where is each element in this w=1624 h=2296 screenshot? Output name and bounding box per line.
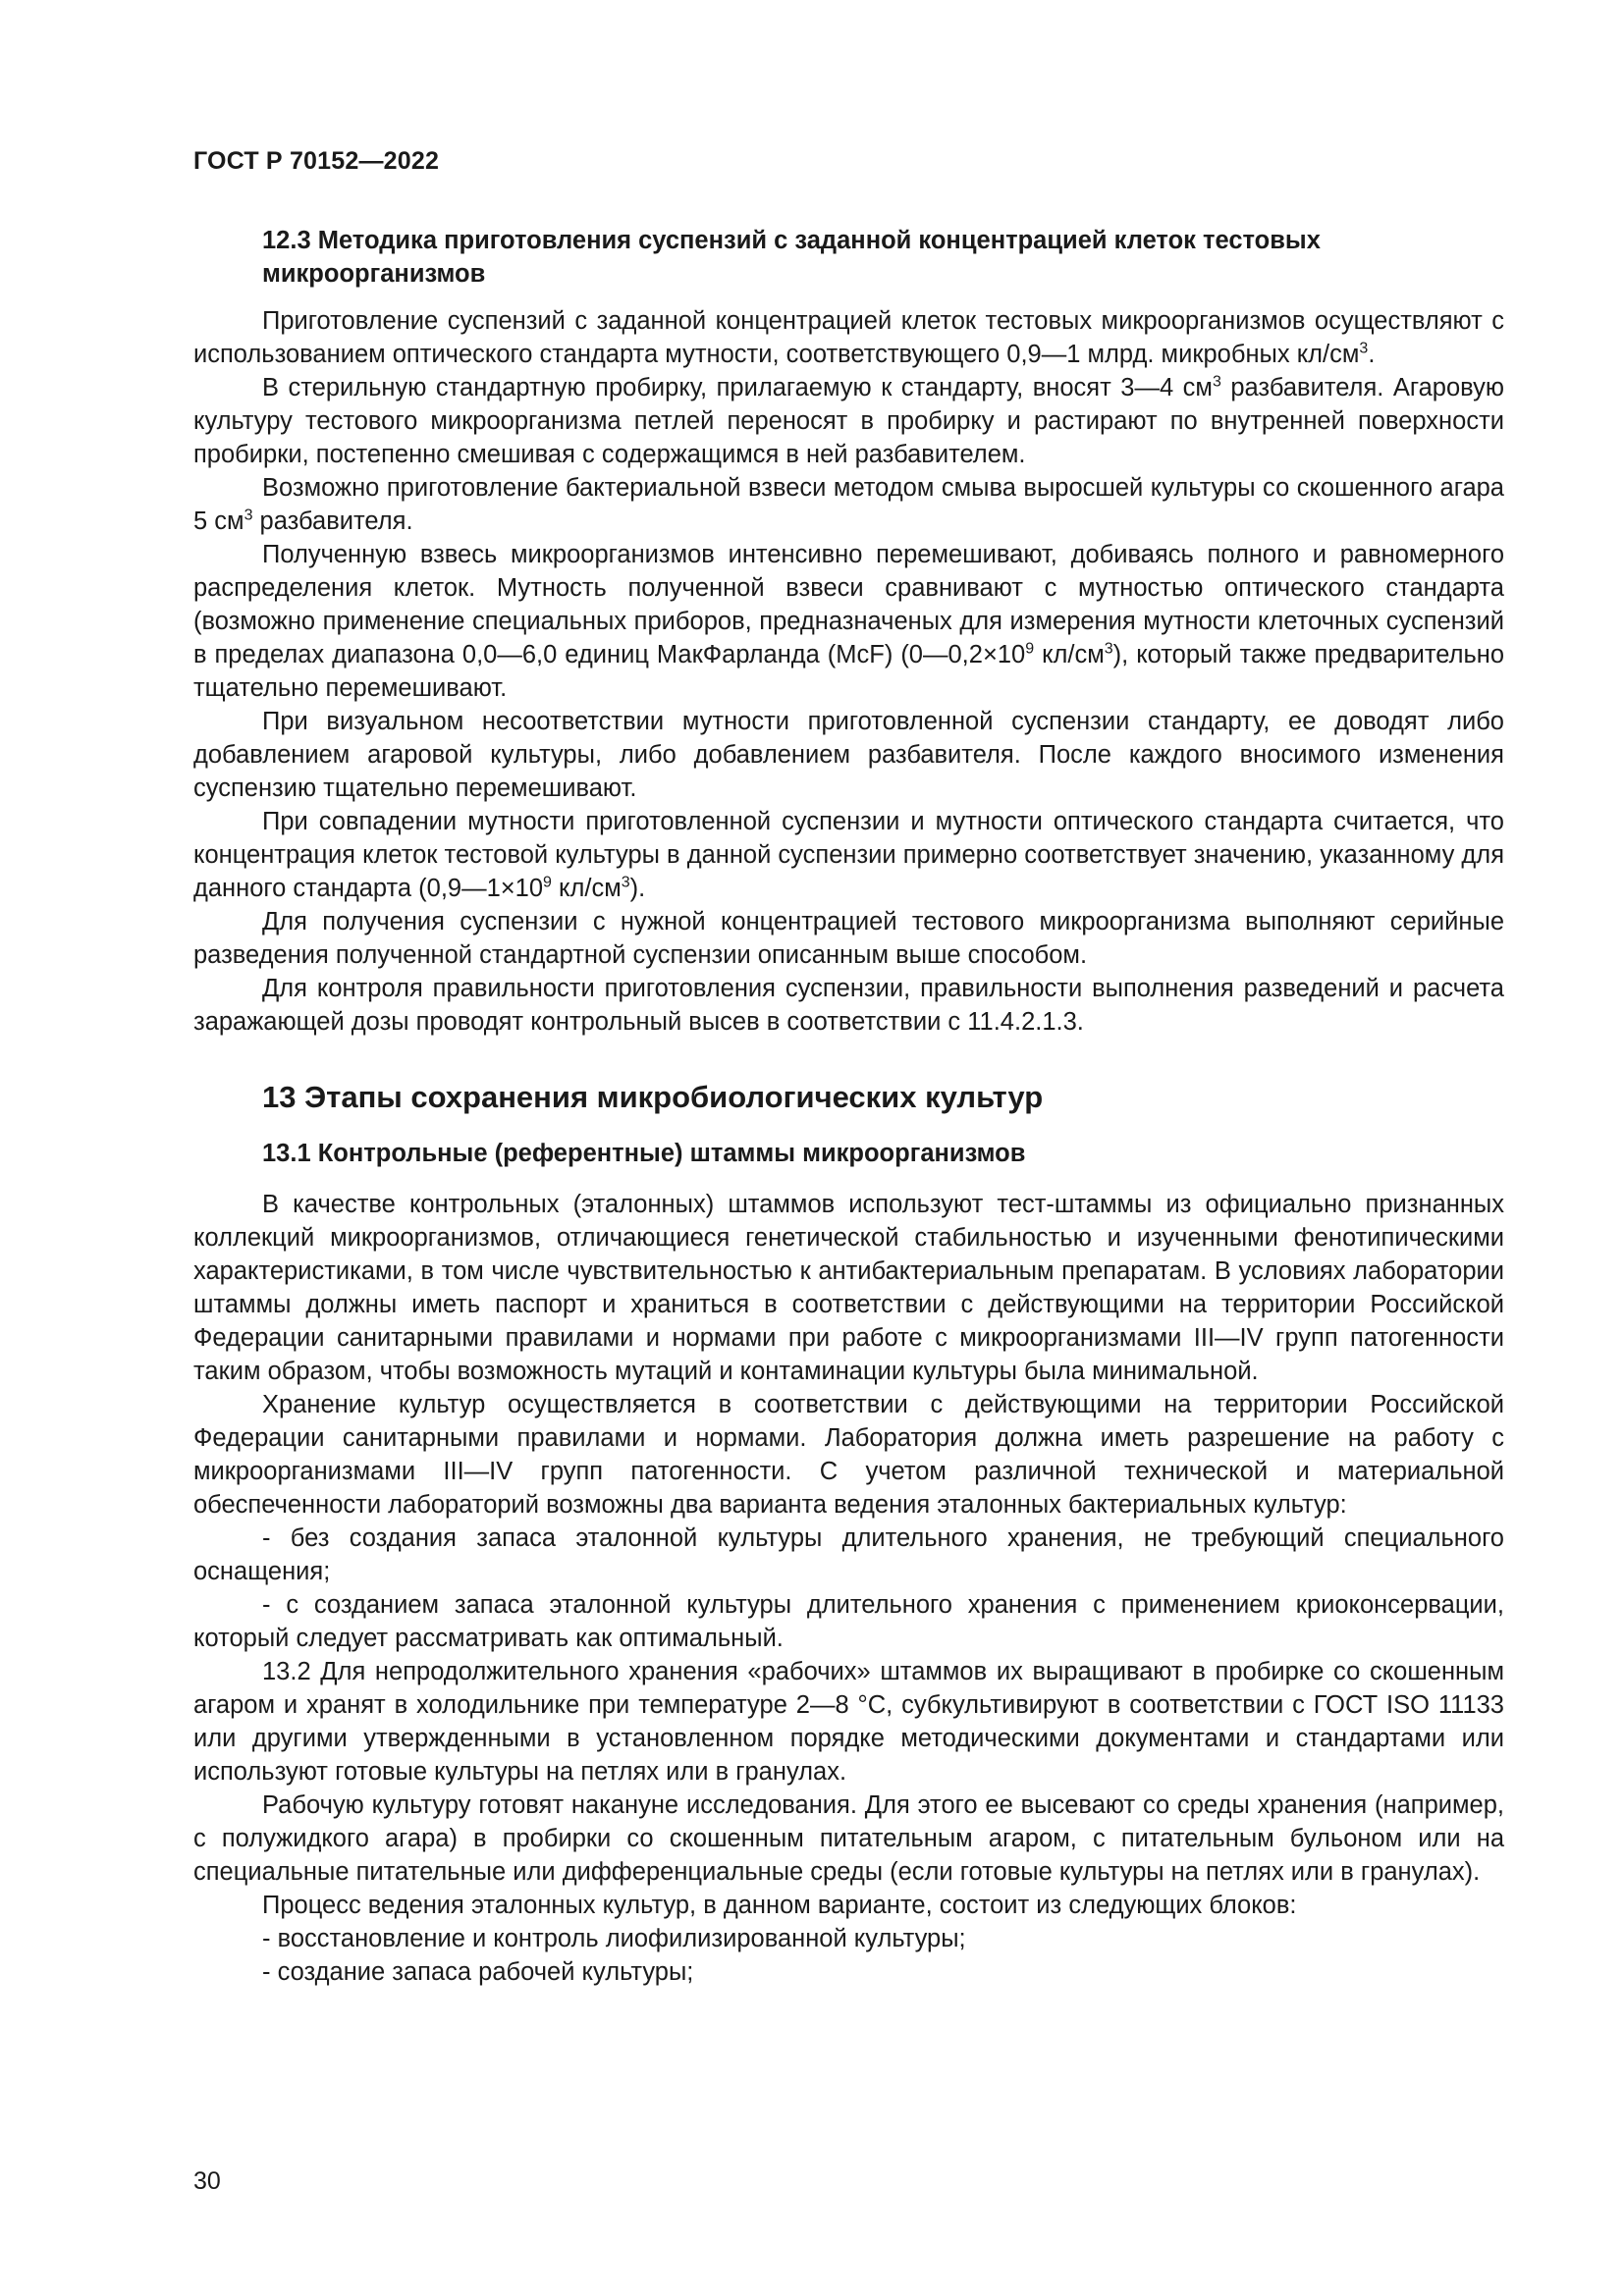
paragraph: Для получения суспензии с нужной концентрацией тестового микроорганизма выполняют серийные разведения полученной стандартной суспензии описанным выше способом. bbox=[193, 908, 1504, 969]
paragraph bbox=[193, 805, 1504, 905]
paragraph bbox=[193, 471, 1504, 538]
paragraph-text: Возможно приготовление бактериальной взвеси методом смыва выросшей культуры со скошенного агара 5 см bbox=[193, 474, 1504, 535]
superscript: 9 bbox=[543, 874, 552, 891]
superscript: 3 bbox=[244, 507, 253, 524]
paragraph bbox=[193, 538, 1504, 705]
subsection-heading-12-3: 12.3 Методика приготовления суспензий с заданной концентрацией клеток тестовых микроорганизмов bbox=[262, 227, 1321, 288]
paragraph-text: Полученную взвесь микроорганизмов интенсивно перемешивают, добиваясь полного и равномерного распределения клеток. Мутность полученной взвеси сравнивают с мутностью оптического стандарта (возможно применение специальных приборов, предназначеных для измерения мутности клеточных суспензий в пределах диапазона 0,0—6,0 единиц МакФарланда (McF) (0—0,2×10 bbox=[193, 541, 1504, 668]
list-item: - без создания запаса эталонной культуры длительного хранения, не требующий специального оснащения; bbox=[193, 1524, 1504, 1585]
superscript: 3 bbox=[1212, 373, 1221, 391]
list-item: - с созданием запаса эталонной культуры длительного хранения с применением криоконсервации, который следует рассматривать как оптимальный. bbox=[193, 1591, 1504, 1652]
list-item: - восстановление и контроль лиофилизированной культуры; bbox=[262, 1925, 966, 1952]
paragraph bbox=[193, 304, 1504, 371]
paragraph-text: При совпадении мутности приготовленной суспензии и мутности оптического стандарта считается, что концентрация клеток тестовой культуры в данной суспензии примерно соответствует значению, указанному для данного стандарта (0,9—1×10 bbox=[193, 808, 1504, 902]
section-heading-13: 13 Этапы сохранения микробиологических культур bbox=[262, 1080, 1044, 1114]
paragraph: 13.2 Для непродолжительного хранения «рабочих» штаммов их выращивают в пробирке со скошенным агаром и хранят в холодильнике при температуре 2—8 °С, субкультивируют в соответствии с ГОСТ ISO 11133 или другими утвержденными в установленном порядке методическими документами и стандартами или используют готовые культуры на петлях или в гранулах. bbox=[193, 1658, 1504, 1786]
paragraph-text: кл/см bbox=[1034, 641, 1105, 668]
superscript: 3 bbox=[621, 874, 630, 891]
document-body bbox=[193, 224, 1504, 1989]
paragraph: Хранение культур осуществляется в соответствии с действующими на территории Российской Федерации санитарными правилами и нормами. Лаборатория должна иметь разрешение на работу с микроорганизмами III—IV групп патогенности. С учетом различной технической и материальной обеспеченности лабораторий возможны два варианта ведения эталонных бактериальных культур: bbox=[193, 1391, 1504, 1519]
paragraph: Для контроля правильности приготовления суспензии, правильности выполнения разведений и расчета заражающей дозы проводят контрольный высев в соответствии с 11.4.2.1.3. bbox=[193, 975, 1504, 1036]
paragraph: Рабочую культуру готовят накануне исследования. Для этого ее высевают со среды хранения (например, с полужидкого агара) в пробирки со скошенным питательным агаром, с питательным бульоном или на специальные питательные или дифференциальные среды (если готовые культуры на петлях или в гранулах). bbox=[193, 1791, 1504, 1886]
paragraph: В качестве контрольных (эталонных) штаммов используют тест-штаммы из официально признанных коллекций микроорганизмов, отличающиеся генетической стабильностью и изученными фенотипическими характеристиками, в том числе чувствительностью к антибактериальным препаратам. В условиях лаборатории штаммы должны иметь паспорт и храниться в соответствии с действующими на территории Российской Федерации санитарными правилами и нормами при работе с микроорганизмами III—IV групп патогенности таким образом, чтобы возможность мутаций и контаминации культуры была минимальной. bbox=[193, 1191, 1504, 1385]
paragraph-text: разбавителя. Агаровую культуру тестового микроорганизма петлей переносят в пробирку и растирают по внутренней поверхности пробирки, постепенно смешивая с содержащимся в ней разбавителем. bbox=[193, 374, 1505, 468]
list-item: - создание запаса рабочей культуры; bbox=[262, 1958, 694, 1986]
page-number: 30 bbox=[193, 2167, 221, 2195]
subsection-heading-13-1: 13.1 Контрольные (референтные) штаммы микроорганизмов bbox=[262, 1140, 1026, 1167]
paragraph: Процесс ведения эталонных культур, в данном варианте, состоит из следующих блоков: bbox=[262, 1892, 1297, 1919]
paragraph bbox=[193, 371, 1504, 471]
paragraph-text: ). bbox=[629, 875, 646, 902]
document-code-header: ГОСТ Р 70152—2022 bbox=[193, 147, 440, 175]
paragraph-text: ), который также предварительно тщательно перемешивают. bbox=[193, 641, 1504, 702]
paragraph-text: . bbox=[1368, 341, 1376, 368]
paragraph-text: Приготовление суспензий с заданной концентрацией клеток тестовых микроорганизмов осуществляют с использованием оптического стандарта мутности, соответствующего 0,9—1 млрд. микробных кл/см bbox=[193, 307, 1504, 368]
paragraph: При визуальном несоответствии мутности приготовленной суспензии стандарту, ее доводят либо добавлением агаровой культуры, либо добавлением разбавителя. После каждого вносимого изменения суспензию тщательно перемешивают. bbox=[193, 708, 1504, 802]
paragraph-text: кл/см bbox=[551, 875, 622, 902]
superscript: 9 bbox=[1025, 640, 1035, 658]
paragraph-text: разбавителя. bbox=[252, 507, 413, 535]
superscript: 3 bbox=[1104, 640, 1113, 658]
paragraph-text: В стерильную стандартную пробирку, прилагаемую к стандарту, вносят 3—4 см bbox=[262, 374, 1213, 401]
superscript: 3 bbox=[1359, 340, 1369, 357]
